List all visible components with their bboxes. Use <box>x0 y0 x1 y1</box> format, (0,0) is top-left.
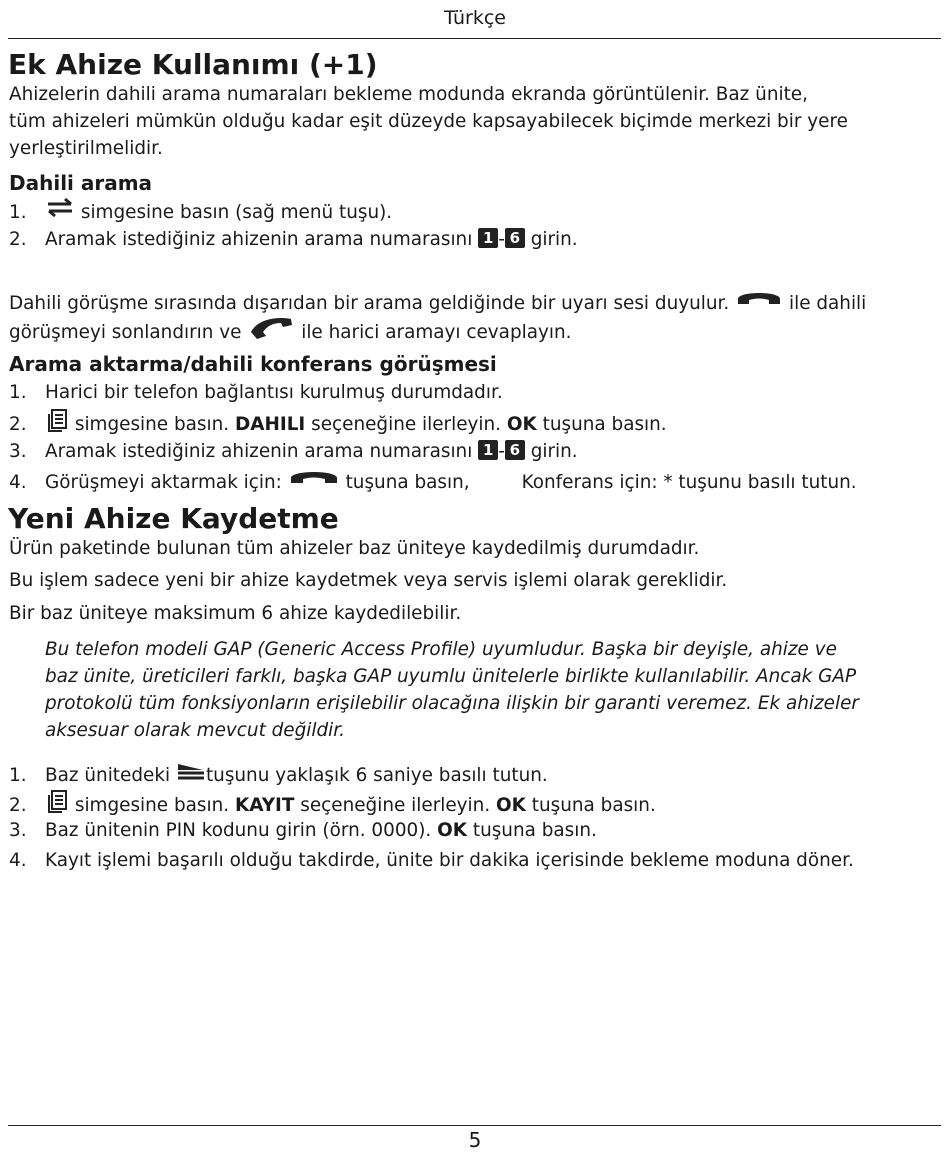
section-title-register-handset: Yeni Ahize Kaydetme <box>8 502 339 535</box>
step-number: 1. <box>9 382 27 403</box>
step-text: Baz ünitenin PIN kodunu girin (örn. 0000). <box>45 820 432 841</box>
intro-line-3: yerleştirilmelidir. <box>9 138 163 159</box>
subheading-internal-call: Dahili arama <box>9 171 153 195</box>
intro-line-1: Ahizelerin dahili arama numaraları bekleme modunda ekranda görüntülenir. Baz ünite, <box>9 84 808 105</box>
footer-rule <box>8 1125 941 1126</box>
step-text: simgesine basın. <box>74 414 230 435</box>
register-step-4 <box>9 850 854 872</box>
range-dash: - <box>498 229 505 250</box>
menu-list-icon <box>45 408 69 438</box>
page-number: 5 <box>468 1128 482 1152</box>
step-number: 4. <box>9 472 27 493</box>
key-6-icon: 6 <box>505 440 525 460</box>
key-1-icon: 1 <box>478 440 498 460</box>
step-text: seçeneğine ilerleyin. <box>311 414 502 435</box>
step-text: tuşunu yaklaşık 6 saniye basılı tutun. <box>205 765 548 786</box>
step-text: Konferans için: * tuşunu basılı tutun. <box>521 472 857 493</box>
subheading-transfer-conference: Arama aktarma/dahili konferans görüşmesi <box>9 352 497 376</box>
hang-up-icon <box>735 289 783 315</box>
transfer-step-4 <box>9 470 857 496</box>
note-text: ile dahili <box>788 293 867 314</box>
register-step-2 <box>9 791 656 821</box>
menu-list-icon <box>45 789 69 819</box>
ok-key-label: OK <box>506 414 537 435</box>
step-text: Harici bir telefon bağlantısı kurulmuş durumdadır. <box>45 382 503 403</box>
option-dahili: DAHILI <box>234 414 306 435</box>
transfer-step-3 <box>9 441 578 463</box>
register-paragraph-2: Bu işlem sadece yeni bir ahize kaydetmek veya servis işlemi olarak gereklidir. <box>9 570 728 591</box>
step-text: seçeneğine ilerleyin. <box>300 795 491 816</box>
internal-call-step-2 <box>9 229 578 251</box>
language-header: Türkçe <box>444 7 506 29</box>
step-number: 1. <box>9 202 27 223</box>
step-number: 2. <box>9 414 27 435</box>
note-line-1 <box>9 291 866 317</box>
range-dash: - <box>498 441 505 462</box>
step-text: Aramak istediğiniz ahizenin arama numarasını <box>45 229 473 250</box>
step-text: Aramak istediğiniz ahizenin arama numarasını <box>45 441 473 462</box>
header-rule <box>8 38 941 39</box>
step-text: simgesine basın. <box>74 795 230 816</box>
step-text: tuşuna basın. <box>531 795 656 816</box>
section-title-extra-handset: Ek Ahize Kullanımı (+1) <box>8 48 378 81</box>
step-number: 3. <box>9 441 27 462</box>
paging-key-icon <box>176 760 206 788</box>
step-text: Kayıt işlemi başarılı olduğu takdirde, ünite bir dakika içerisinde bekleme moduna döner. <box>45 850 854 871</box>
step-number: 3. <box>9 820 27 841</box>
internal-call-step-1 <box>9 199 392 227</box>
hang-up-icon <box>288 468 340 494</box>
pick-up-icon <box>247 316 295 346</box>
step-text: simgesine basın (sağ menü tuşu). <box>80 202 393 223</box>
register-step-3 <box>9 820 597 842</box>
gap-note-line-2: baz ünite, üreticileri farklı, başka GAP uyumlu ünitelerle birlikte kullanılabilir. Ancak GAP <box>45 666 857 687</box>
register-step-1 <box>9 762 548 790</box>
intro-line-2: tüm ahizeleri mümkün olduğu kadar eşit düzeyde kapsayabilecek biçimde merkezi bir yere <box>9 111 848 132</box>
step-text: Baz ünitedeki <box>45 765 171 786</box>
intercom-arrows-icon <box>45 197 75 225</box>
gap-note-line-3: protokolü tüm fonksiyonların erişilebilir olacağına ilişkin bir garanti veremez. Ek ahizeler <box>45 693 859 714</box>
transfer-step-1 <box>9 382 503 404</box>
gap-note-line-4: aksesuar olarak mevcut değildir. <box>45 720 346 741</box>
step-text: girin. <box>530 229 578 250</box>
step-text: tuşuna basın. <box>472 820 597 841</box>
ok-key-label: OK <box>496 795 526 816</box>
step-text: tuşuna basın. <box>542 414 667 435</box>
note-text: görüşmeyi sonlandırın ve <box>9 322 242 343</box>
ok-key-label: OK <box>437 820 467 841</box>
step-number: 2. <box>9 795 27 816</box>
step-number: 1. <box>9 765 27 786</box>
step-text: girin. <box>530 441 578 462</box>
step-number: 4. <box>9 850 27 871</box>
step-number: 2. <box>9 229 27 250</box>
note-text: ile harici aramayı cevaplayın. <box>301 322 572 343</box>
register-paragraph-1: Ürün paketinde bulunan tüm ahizeler baz üniteye kaydedilmiş durumdadır. <box>9 538 700 559</box>
transfer-step-2 <box>9 410 667 440</box>
note-text: Dahili görüşme sırasında dışarıdan bir arama geldiğinde bir uyarı sesi duyulur. <box>9 293 730 314</box>
register-paragraph-3: Bir baz üniteye maksimum 6 ahize kaydedilebilir. <box>9 603 462 624</box>
option-kayit: KAYIT <box>234 795 295 816</box>
gap-note-line-1: Bu telefon modeli GAP (Generic Access Profile) uyumludur. Başka bir deyişle, ahize ve <box>45 639 837 660</box>
note-line-2 <box>9 318 572 348</box>
step-text: tuşuna basın, <box>345 472 470 493</box>
key-1-icon: 1 <box>478 228 498 248</box>
key-6-icon: 6 <box>505 228 525 248</box>
step-text: Görüşmeyi aktarmak için: <box>45 472 282 493</box>
